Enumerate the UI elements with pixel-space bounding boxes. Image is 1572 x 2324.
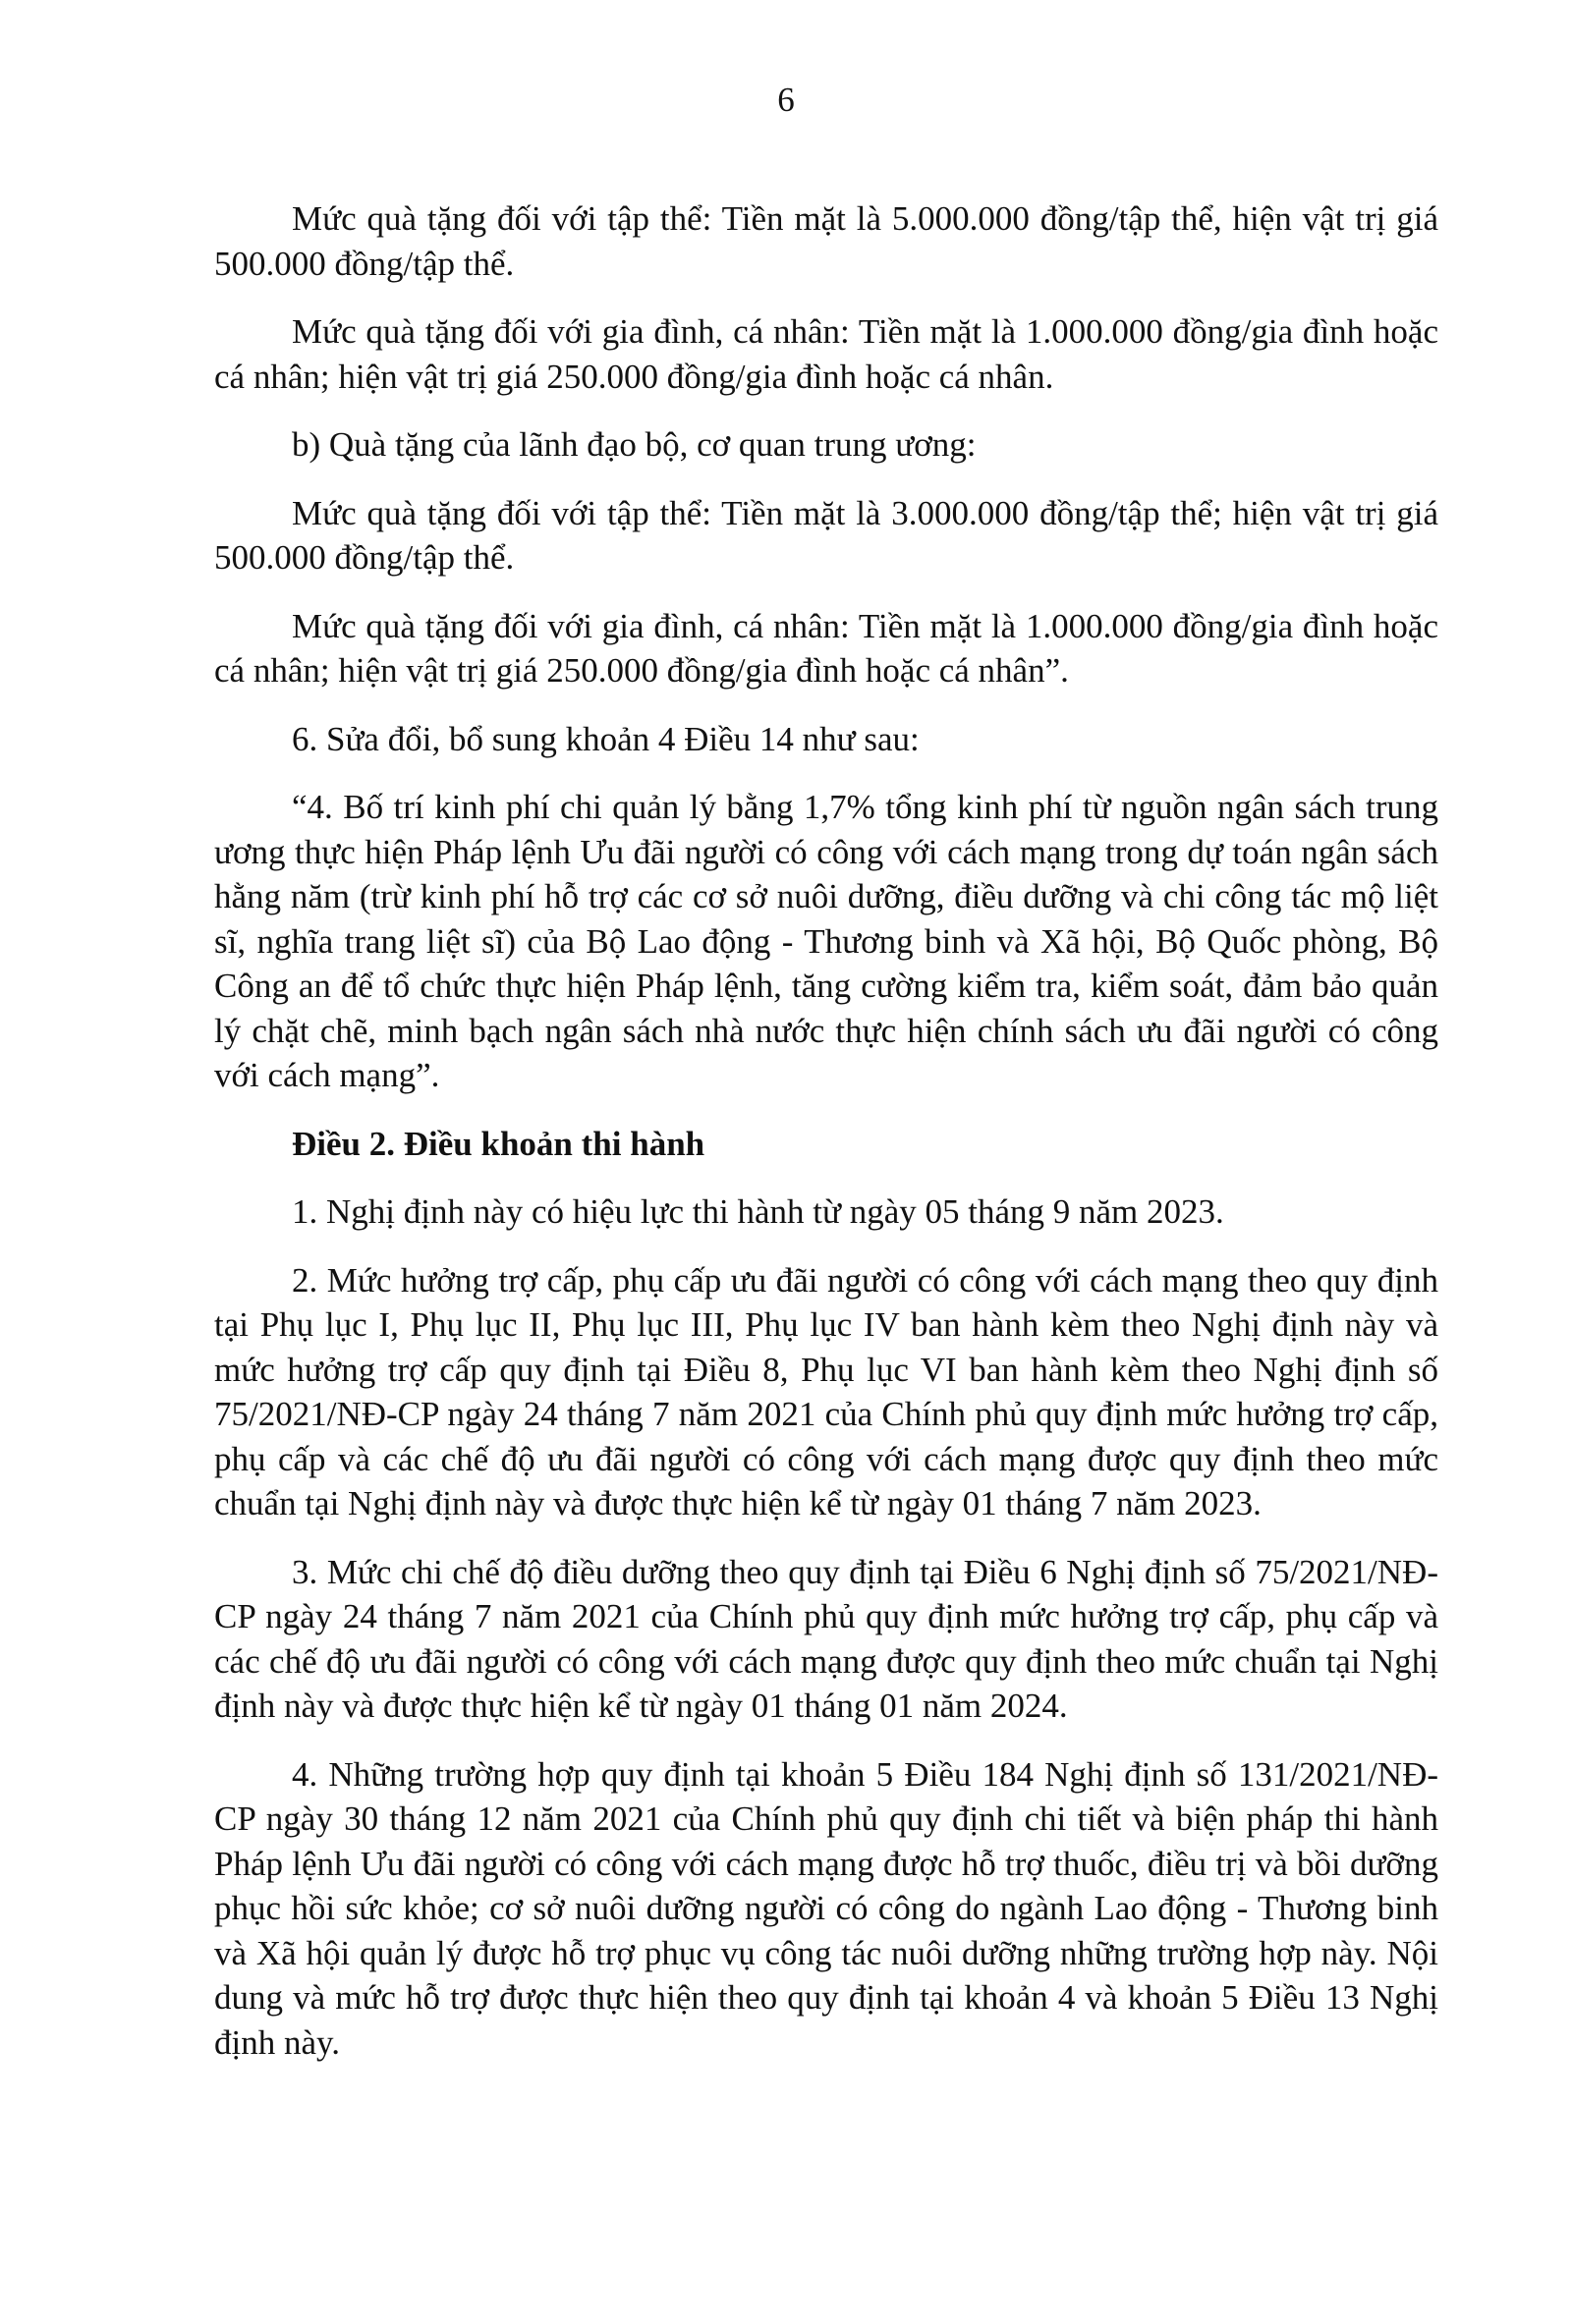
paragraph-convalescence: 3. Mức chi chế độ điều dưỡng theo quy định tại Điều 6 Nghị định số 75/2021/NĐ-CP ngày 24 tháng 7 năm 2021 của Chính phủ quy định mức hưởng trợ cấp, phụ cấp và các chế độ ưu đãi người có công với cách mạng được quy định theo mức chuẩn tại Nghị định này và được thực hiện kể từ ngày 01 tháng 01 năm 2024. bbox=[214, 1552, 1438, 1725]
paragraph-allowance-levels: 2. Mức hưởng trợ cấp, phụ cấp ưu đãi người có công với cách mạng theo quy định tại Phụ lục I, Phụ lục II, Phụ lục III, Phụ lục IV ban hành kèm theo Nghị định này và mức hưởng trợ cấp quy định tại Điều 8, Phụ lục VI ban hành kèm theo Nghị định số 75/2021/NĐ-CP ngày 24 tháng 7 năm 2021 của Chính phủ quy định mức hưởng trợ cấp, phụ cấp và các chế độ ưu đãi người có công với cách mạng được quy định theo mức chuẩn tại Nghị định này và được thực hiện kể từ ngày 01 tháng 7 năm 2023. bbox=[214, 1260, 1438, 1522]
paragraph-gift-collective-local: Mức quà tặng đối với tập thể: Tiền mặt là 5.000.000 đồng/tập thể, hiện vật trị giá 500.000 đồng/tập thể. bbox=[214, 199, 1438, 283]
paragraph-amend-clause-4: 6. Sửa đổi, bổ sung khoản 4 Điều 14 như sau: bbox=[292, 719, 920, 758]
paragraph-management-budget: “4. Bố trí kinh phí chi quản lý bằng 1,7% tổng kinh phí từ nguồn ngân sách trung ương thực hiện Pháp lệnh Ưu đãi người có công với cách mạng trong dự toán ngân sách hằng năm (trừ kinh phí hỗ trợ các cơ sở nuôi dưỡng, điều dưỡng và chi công tác mộ liệt sĩ, nghĩa trang liệt sĩ) của Bộ Lao động - Thương binh và Xã hội, Bộ Quốc phòng, Bộ Công an để tổ chức thực hiện Pháp lệnh, tăng cường kiểm tra, kiểm soát, đảm bảo quản lý chặt chẽ, minh bạch ngân sách nhà nước thực hiện chính sách ưu đãi người có công với cách mạng”. bbox=[214, 788, 1438, 1094]
paragraph-gift-collective-central: Mức quà tặng đối với tập thể: Tiền mặt là 3.000.000 đồng/tập thể; hiện vật trị giá 500.000 đồng/tập thể. bbox=[214, 493, 1438, 577]
document-body bbox=[214, 196, 1438, 2088]
article-2-heading: Điều 2. Điều khoản thi hành bbox=[292, 1124, 705, 1163]
paragraph-support-cases: 4. Những trường hợp quy định tại khoản 5 Điều 184 Nghị định số 131/2021/NĐ-CP ngày 30 tháng 12 năm 2021 của Chính phủ quy định chi tiết và biện pháp thi hành Pháp lệnh Ưu đãi người có công với cách mạng được hỗ trợ thuốc, điều trị và bồi dưỡng phục hồi sức khỏe; cơ sở nuôi dưỡng người có công do ngành Lao động - Thương binh và Xã hội quản lý được hỗ trợ phục vụ công tác nuôi dưỡng những trường hợp này. Nội dung và mức hỗ trợ được thực hiện theo quy định tại khoản 4 và khoản 5 Điều 13 Nghị định này. bbox=[214, 1754, 1438, 2062]
page-number: 6 bbox=[777, 81, 795, 119]
paragraph-gift-family-central: Mức quà tặng đối với gia đình, cá nhân: Tiền mặt là 1.000.000 đồng/gia đình hoặc cá nhân; hiện vật trị giá 250.000 đồng/gia đình hoặc cá nhân”. bbox=[214, 606, 1438, 690]
paragraph-gift-central-leaders: b) Quà tặng của lãnh đạo bộ, cơ quan trung ương: bbox=[292, 425, 977, 464]
paragraph-gift-family-local: Mức quà tặng đối với gia đình, cá nhân: Tiền mặt là 1.000.000 đồng/gia đình hoặc cá nhân; hiện vật trị giá 250.000 đồng/gia đình hoặc cá nhân. bbox=[214, 312, 1438, 396]
paragraph-effective-date: 1. Nghị định này có hiệu lực thi hành từ ngày 05 tháng 9 năm 2023. bbox=[292, 1192, 1224, 1231]
